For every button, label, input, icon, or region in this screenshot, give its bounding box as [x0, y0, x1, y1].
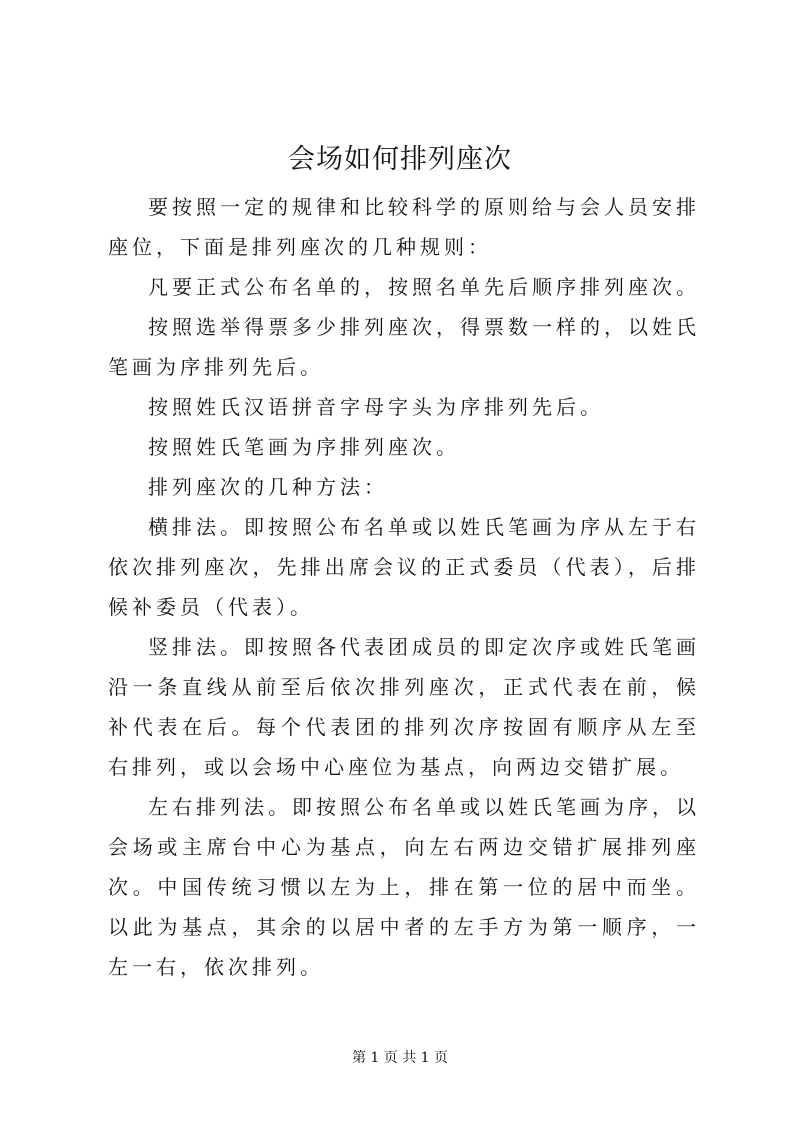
paragraph-rule-1: 凡要正式公布名单的，按照名单先后顺序排列座次。	[148, 275, 700, 299]
paragraph-rule-3: 按照姓氏汉语拼音字母字头为序排列先后。	[148, 395, 604, 419]
paragraph-method-horizontal: 横排法。即按照公布名单或以姓氏笔画为序从左于右依次排列座次，先排出席会议的正式委员（代表），后排候补委员（代表）。	[108, 515, 700, 619]
document-body	[108, 187, 700, 987]
paragraph-rule-2: 按照选举得票多少排列座次，得票数一样的，以姓氏笔画为序排列先后。	[108, 315, 700, 379]
paragraph-rule-4: 按照姓氏笔画为序排列座次。	[148, 435, 460, 459]
paragraph-methods-heading: 排列座次的几种方法：	[148, 475, 388, 499]
paragraph-method-left-right: 左右排列法。即按照公布名单或以姓氏笔画为序，以会场或主席台中心为基点，向左右两边交错扩展排列座次。中国传统习惯以左为上，排在第一位的居中而坐。以此为基点，其余的以居中者的左手方为第一顺序，一左一右，依次排列。	[108, 795, 700, 979]
page-number-footer: 第 1 页 共 1 页	[351, 1050, 449, 1066]
paragraph-method-vertical: 竖排法。即按照各代表团成员的即定次序或姓氏笔画沿一条直线从前至后依次排列座次，正式代表在前，候补代表在后。每个代表团的排列次序按固有顺序从左至右排列，或以会场中心座位为基点，向两边交错扩展。	[108, 635, 700, 779]
paragraph-intro: 要按照一定的规律和比较科学的原则给与会人员安排座位，下面是排列座次的几种规则：	[108, 195, 700, 259]
document-title: 会场如何排列座次	[288, 144, 512, 175]
